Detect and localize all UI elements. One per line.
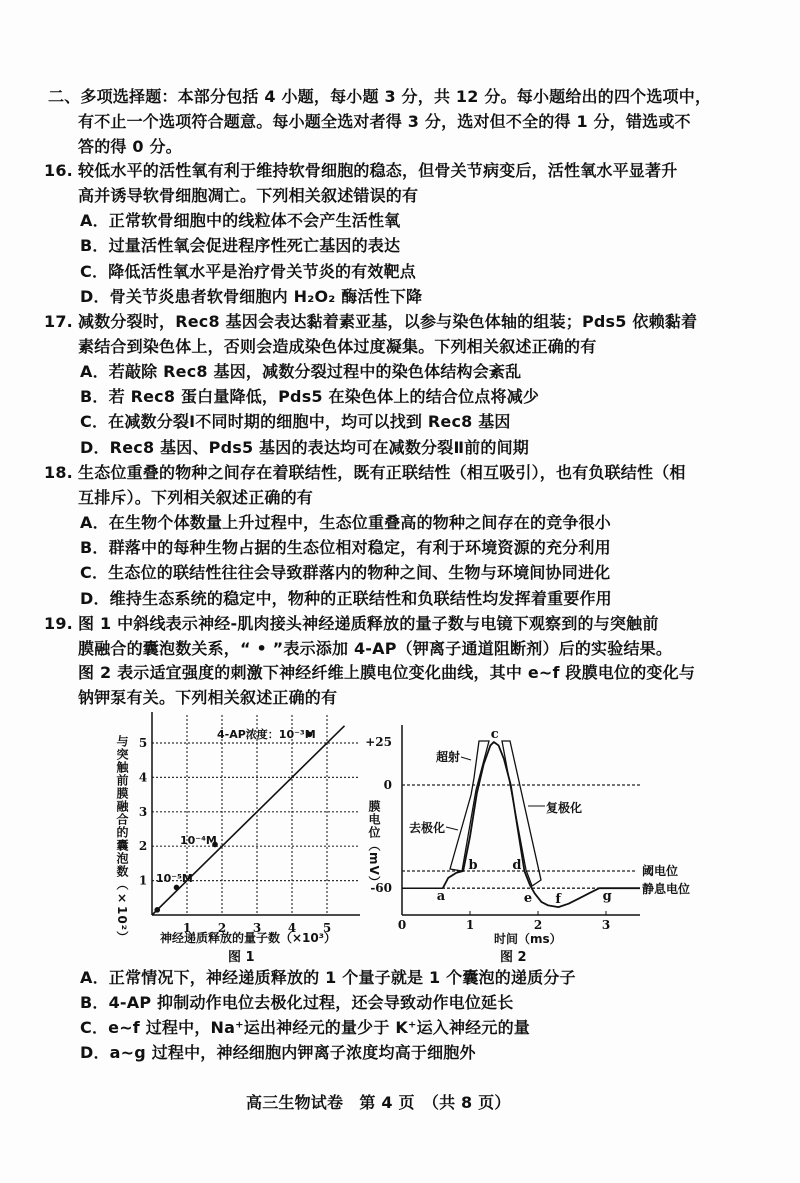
option-C: C．e~f 过程中，Na⁺运出神经元的量少于 K⁺运入神经元的量 <box>80 1018 530 1037</box>
question-number: 16. <box>44 161 73 181</box>
question-number: 19. <box>44 613 73 633</box>
question-stem-line: 生态位重叠的物种之间存在着联结性，既有正联结性（相互吸引），也有负联结性（相 <box>78 463 686 482</box>
threshold-label: 阈电位 <box>642 864 679 878</box>
leader-depolarization <box>446 827 458 830</box>
fig2-xtick: 3 <box>601 918 611 932</box>
leader-overshoot <box>461 757 471 760</box>
option-B: B．群落中的每种生物占据的生态位相对稳定，有利于环境资源的充分利用 <box>80 537 611 557</box>
fig2-ytick: +25 <box>365 735 392 749</box>
fig1-ylabel: 与突触前膜融合的囊泡数（×10²） <box>115 735 129 944</box>
fig2-point-label-a: a <box>436 889 446 905</box>
option-D: D．Rec8 基因、Pds5 基因的表达均可在减数分裂Ⅱ前的间期 <box>80 437 529 457</box>
option-A: A．正常软骨细胞中的线粒体不会产生活性氧 <box>80 211 401 230</box>
option-B: B．若 Rec8 蛋白量降低，Pds5 在染色体上的结合位点将减少 <box>80 387 540 407</box>
fig2-ylabel: 膜电位（mV） <box>367 800 381 889</box>
option-C: C．在减数分裂Ⅰ不同时期的细胞中，均可以找到 Rec8 基因 <box>80 412 511 432</box>
option-D: D．a~g 过程中，神经细胞内钾离子浓度均高于细胞外 <box>80 1043 476 1062</box>
fig2-point-label-c: c <box>490 727 499 742</box>
fig2-point-label-e: e <box>523 891 533 907</box>
fig2-ytick: -60 <box>370 881 392 896</box>
point-label-1e-3: 4-AP浓度：10⁻³M <box>217 728 316 741</box>
fig1-ytick: 3 <box>138 804 148 819</box>
annotation-repolarization: 复极化 <box>546 801 583 815</box>
section-instructions-line: 答的得 0 分。 <box>78 136 182 156</box>
fig1-ytick: 5 <box>138 736 148 750</box>
section-instructions-line: 有不止一个选项符合题意。每小题全选对者得 3 分，选对但不全的得 1 分，错选或不 <box>78 111 691 131</box>
annotation-depolarization: 去极化 <box>409 821 446 835</box>
question-stem-line: 图 2 表示适宜强度的刺激下神经纤维上膜电位变化曲线，其中 e~f 段膜电位的变化与 <box>78 663 696 683</box>
fig1-ytick: 1 <box>138 873 148 888</box>
fig2-action-potential-curve <box>443 742 640 907</box>
fig1-xtick: 5 <box>322 921 332 935</box>
fig2-title: 图 2 <box>500 950 527 965</box>
fig1-xlabel: 神经递质释放的量子数（×10³） <box>160 931 337 945</box>
point-label-1e-5: 10⁻⁵M <box>156 872 193 885</box>
question-stem-line: 较低水平的活性氧有利于维持软骨细胞的稳态，但骨关节病变后，活性氧水平显著升 <box>78 161 678 181</box>
resting-label: 静息电位 <box>642 882 691 896</box>
fig1-ytick: 2 <box>138 839 148 854</box>
question-stem-line: 互排斥）。下列相关叙述正确的有 <box>78 487 314 507</box>
question-stem-line: 高并诱导软骨细胞凋亡。下列相关叙述错误的有 <box>78 186 419 206</box>
option-D: D．维持生态系统的稳定中，物种的正联结性和负联结性均发挥着重要作用 <box>80 588 612 608</box>
fig2-point-label-f: f <box>555 892 561 908</box>
question-stem-line: 钠钾泵有关。下列相关叙述正确的有 <box>78 688 338 708</box>
question-stem-line: 图 1 中斜线表示神经-肌肉接头神经递质释放的量子数与电镜下观察到的与突触前 <box>78 613 659 633</box>
fig2-point-label-d: d <box>512 858 522 873</box>
fig2-xtick: 0 <box>397 918 407 932</box>
option-C: C．降低活性氧水平是治疗骨关节炎的有效靶点 <box>80 261 416 281</box>
option-A: A．正常情况下，神经递质释放的 1 个量子就是 1 个囊泡的递质分子 <box>80 968 576 987</box>
fig2-point-label-g: g <box>602 889 612 905</box>
fig1-xtick: 2 <box>217 921 227 935</box>
fig1-data-point <box>154 907 160 913</box>
question-number: 18. <box>44 463 73 482</box>
point-label-1e-4: 10⁻⁴M <box>180 834 217 847</box>
fig2-point-label-b: b <box>468 858 478 873</box>
section-instructions-line: 二、多项选择题：本部分包括 4 小题，每小题 3 分，共 12 分。每小题给出的四个选项中， <box>48 87 712 106</box>
fig1-xtick: 1 <box>182 921 192 935</box>
option-A: A．若敲除 Rec8 基因，减数分裂过程中的染色体结构会紊乱 <box>80 361 522 381</box>
option-A: A．在生物个体数量上升过程中，生态位重叠高的物种之间存在的竞争很小 <box>80 512 611 532</box>
option-B: B．过量活性氧会促进程序性死亡基因的表达 <box>80 236 401 256</box>
fig1-title: 图 1 <box>228 950 255 965</box>
fig1-xtick: 3 <box>252 921 262 935</box>
question-number: 17. <box>44 312 73 332</box>
fig1-xtick: 4 <box>287 921 297 935</box>
fig2-xlabel: 时间（ms） <box>494 932 562 946</box>
option-B: B．4-AP 抑制动作电位去极化过程，还会导致动作电位延长 <box>80 993 514 1012</box>
option-D: D．骨关节炎患者软骨细胞内 H₂O₂ 酶活性下降 <box>80 286 423 306</box>
question-stem-line: 减数分裂时，Rec8 基因会表达黏着素亚基，以参与染色体轴的组装；Pds5 依赖黏着 <box>78 312 698 332</box>
question-stem-line: 素结合到染色体上，否则会造成染色体过度凝集。下列相关叙述正确的有 <box>78 337 597 356</box>
fig1-ytick: 4 <box>138 770 148 785</box>
fig2-repolarization-band <box>502 741 541 886</box>
question-stem-line: 膜融合的囊泡数关系，“ • ”表示添加 4-AP（钾离子通道阻断剂）后的实验结果。 <box>78 638 673 658</box>
fig2-xtick: 2 <box>533 918 543 932</box>
option-C: C．生态位的联结性往往会导致群落内的物种之间、生物与环境间协同进化 <box>80 563 611 583</box>
fig1-regression-line <box>152 726 345 915</box>
fig1-data-point <box>174 885 180 891</box>
page-footer: 高三生物试卷 第 4 页 （共 8 页） <box>246 1093 511 1112</box>
annotation-overshoot: 超射 <box>436 750 461 764</box>
fig2-xtick: 1 <box>465 918 475 932</box>
fig2-ytick: 0 <box>383 778 392 792</box>
